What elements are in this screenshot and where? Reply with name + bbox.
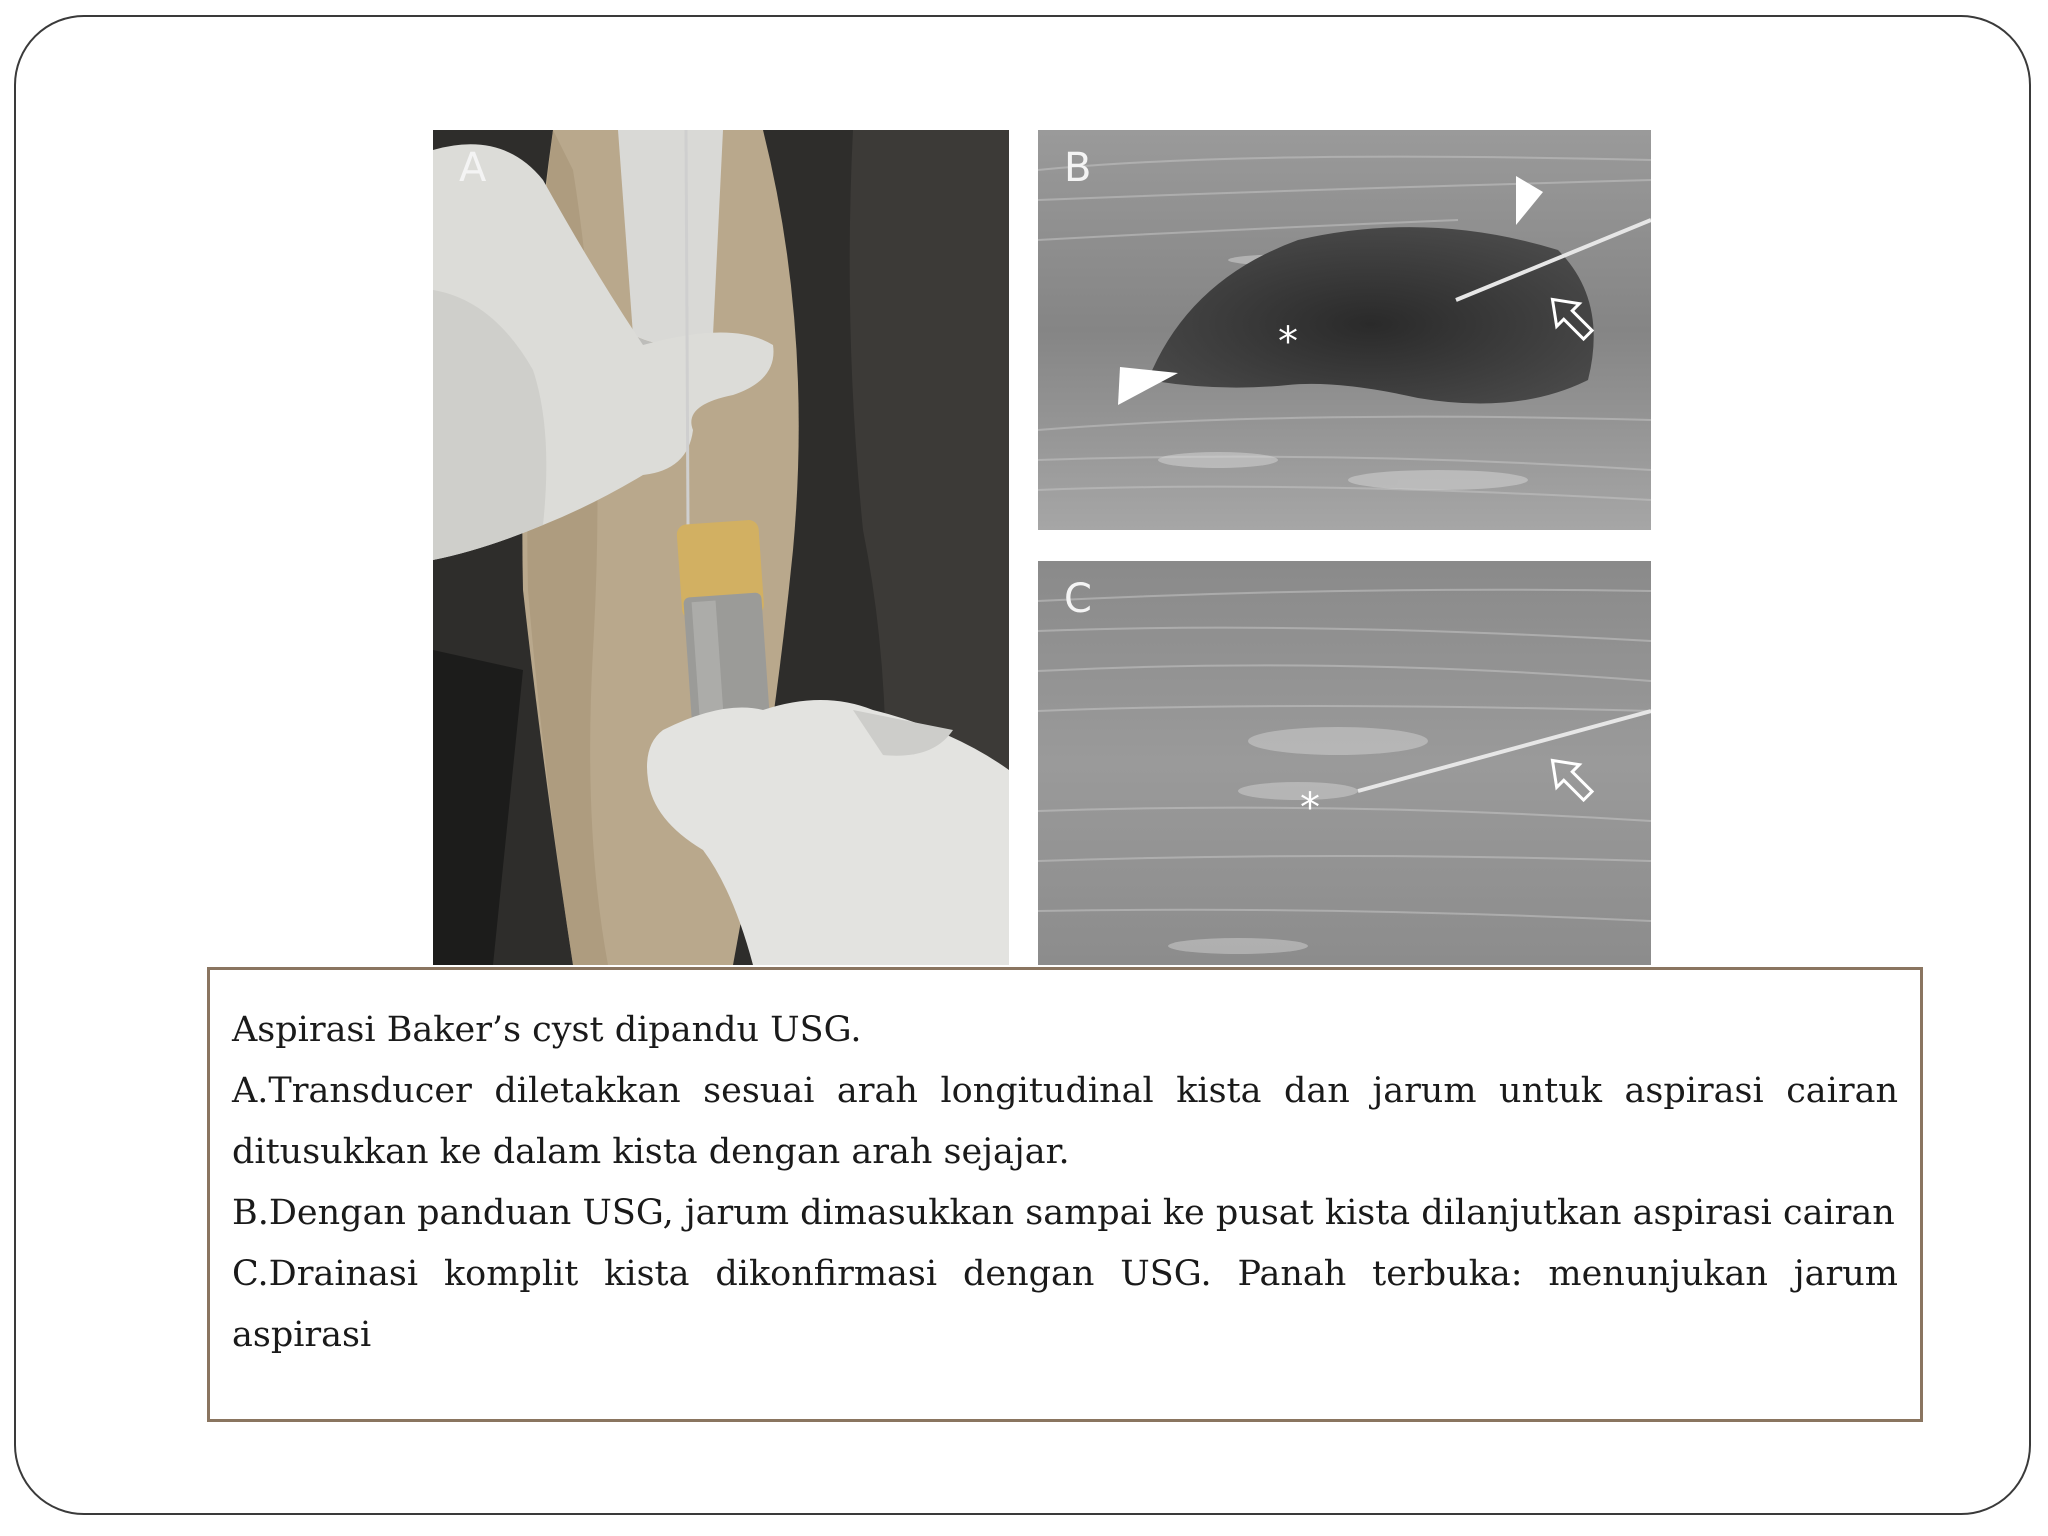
- ultrasound-panel-c: [1038, 561, 1651, 965]
- ultrasound-panel-b: [1038, 130, 1651, 530]
- caption-item-c: C.Drainasi komplit kista dikonfirmasi dengan USG. Panah terbuka: menunjukan jarum aspirasi: [232, 1254, 1898, 1355]
- photo-panel-a: [433, 130, 1009, 965]
- panel-c-label: C: [1064, 576, 1092, 622]
- figure-composite: [433, 130, 1651, 965]
- panel-a-label: A: [459, 145, 487, 191]
- caption-item-b: B.Dengan panduan USG, jarum dimasukkan sampai ke pusat kista dilanjutkan aspirasi cairan: [232, 1193, 1895, 1233]
- caption-title: Aspirasi Baker’s cyst dipandu USG.: [232, 1010, 862, 1050]
- ultrasound-image-b: [1038, 130, 1651, 530]
- figure-caption-box: [207, 967, 1923, 1422]
- panel-b-label: B: [1064, 145, 1092, 191]
- caption-item-a: A.Transducer diletakkan sesuai arah longitudinal kista dan jarum untuk aspirasi cairan ditusukkan ke dalam kista dengan arah sejajar.: [232, 1071, 1898, 1172]
- cyst-marker-b: *: [1278, 319, 1298, 365]
- ultrasound-image-c: [1038, 561, 1651, 965]
- aspiration-photo: [433, 130, 1009, 965]
- cyst-marker-c: *: [1300, 785, 1320, 831]
